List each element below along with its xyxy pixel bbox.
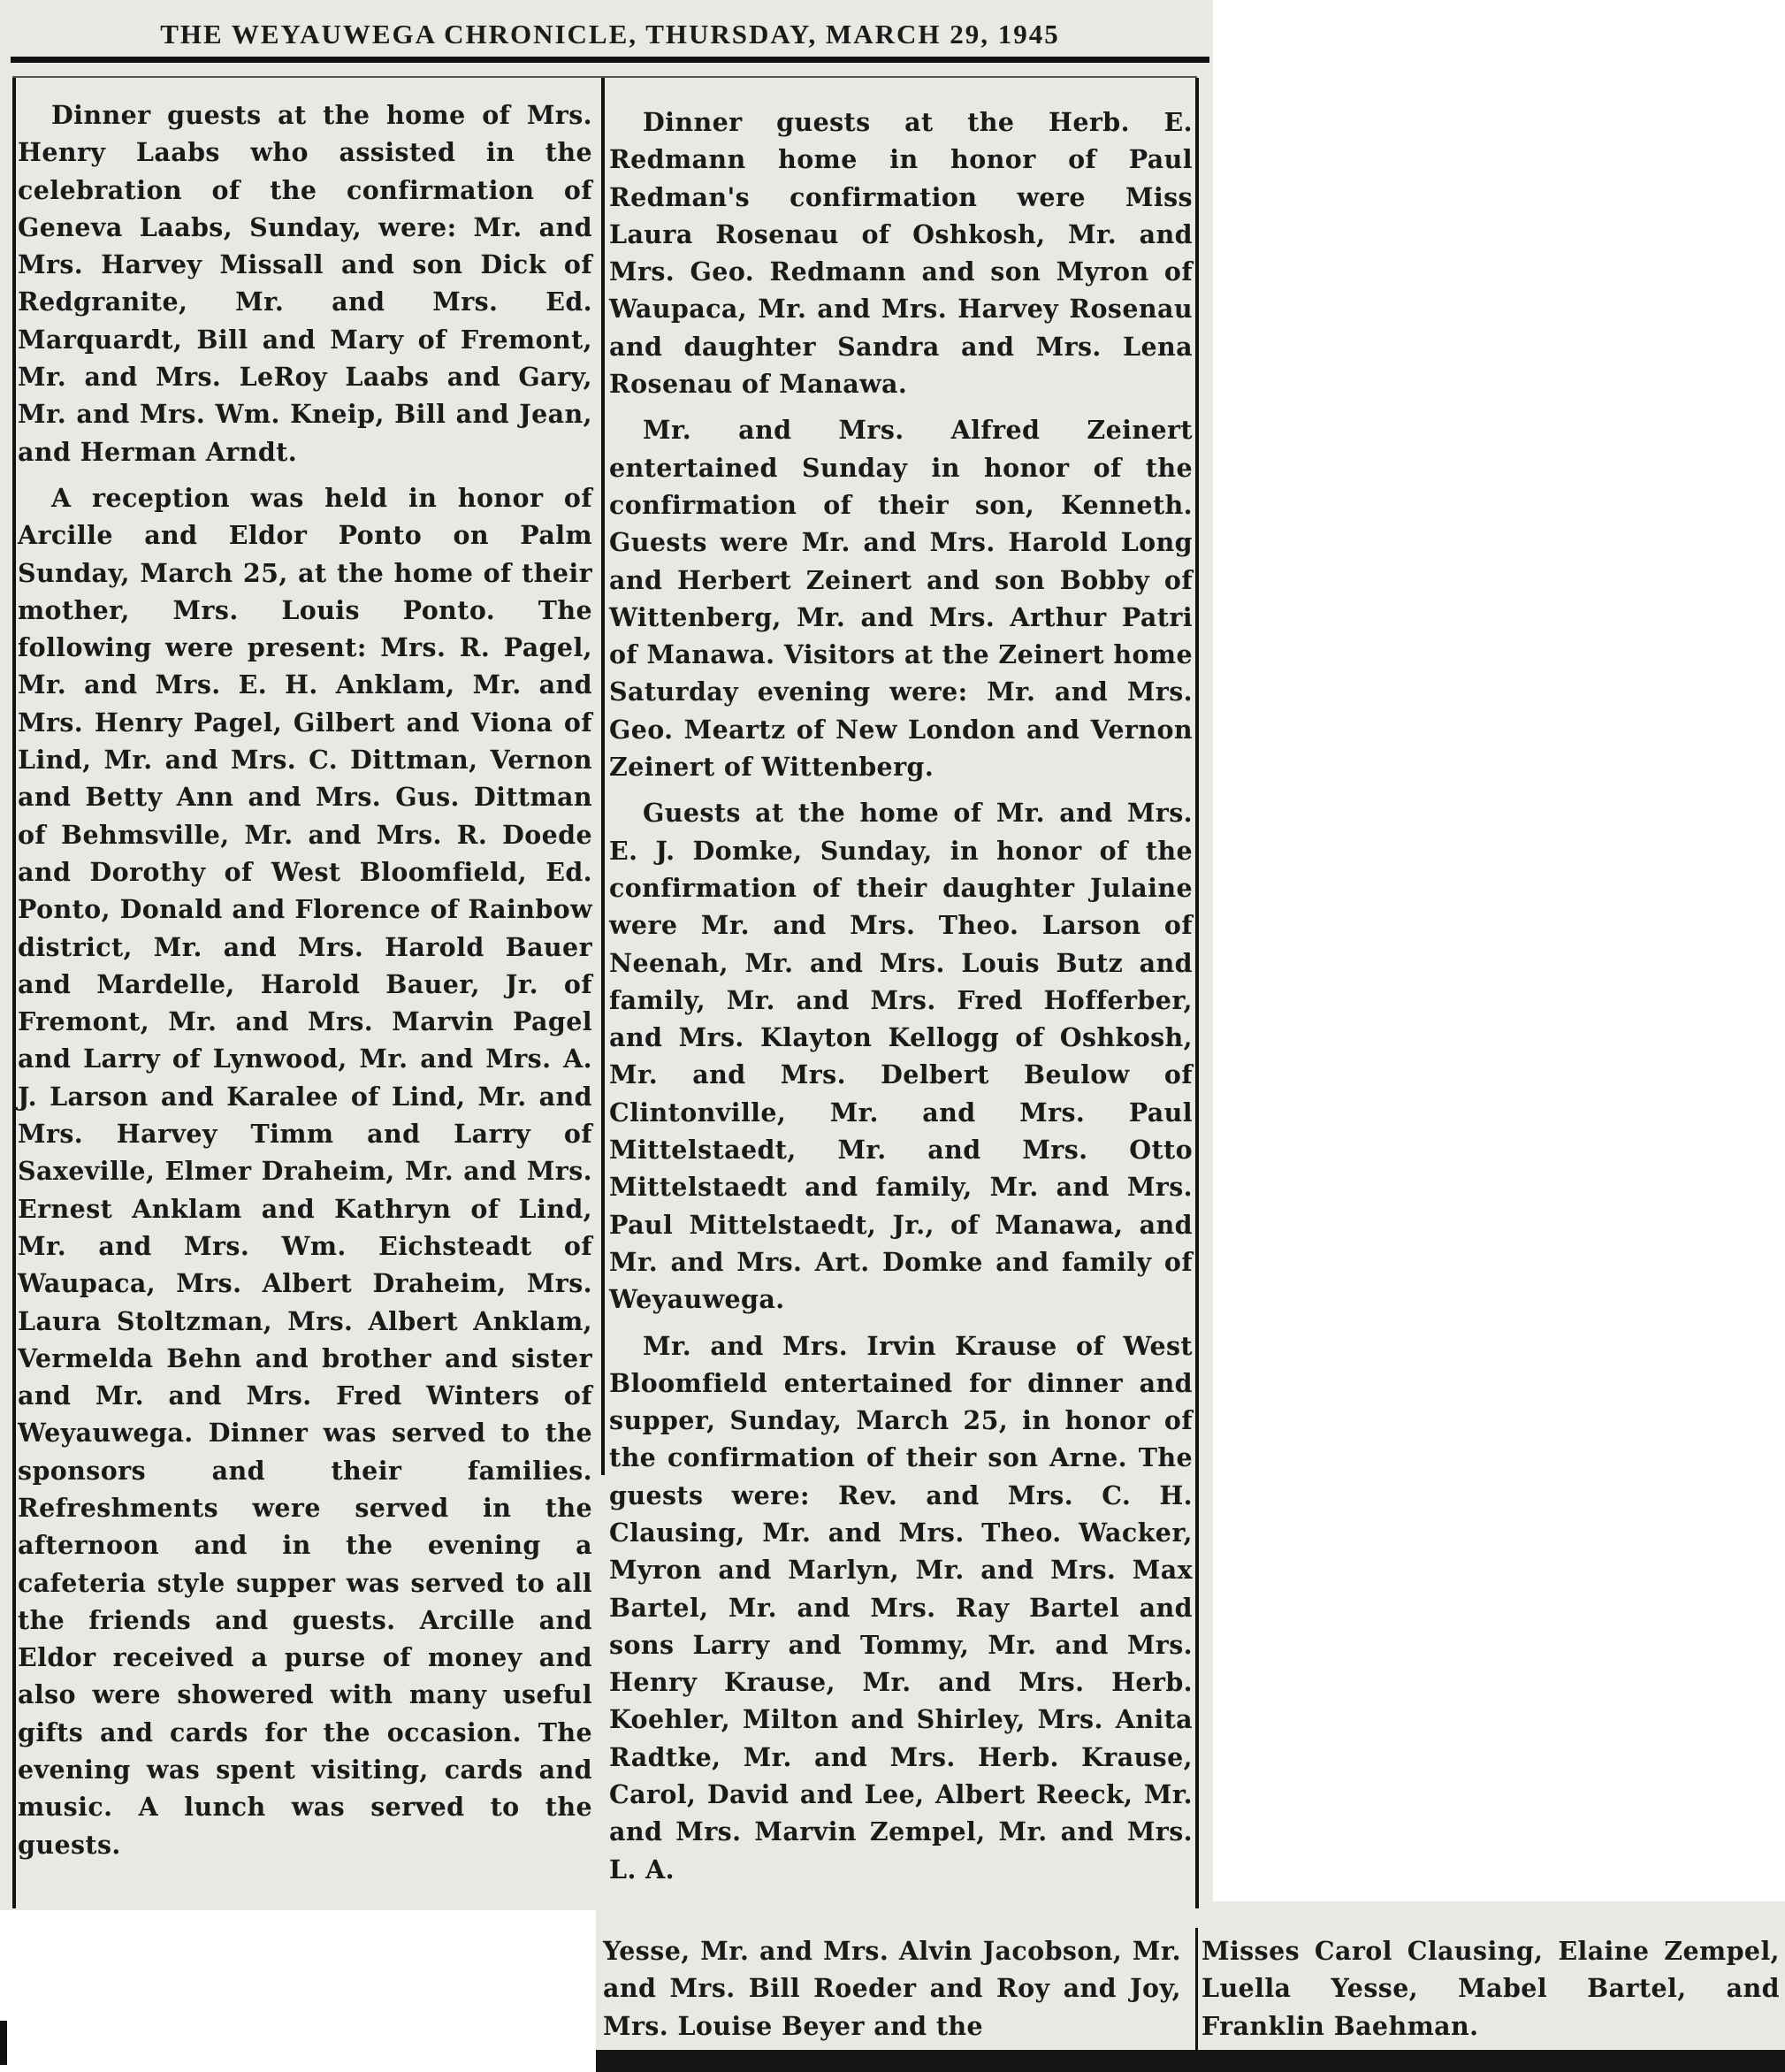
left-border-rule [12,78,16,1908]
article-paragraph: Misses Carol Clausing, Elaine Zempel, Luella Yesse, Mabel Bartel, and Franklin Baehman. [1201,1936,1780,2041]
masthead-rule [11,57,1209,63]
article-paragraph: Mr. and Mrs. Alfred Zeinert entertained Sunday in honor of the confirmation of their son, Kenneth. Guests were Mr. and Mrs. Harold Long and Herbert Zeinert and son Bobby of Wittenberg, Mr. and Mrs. Arthur Patri of Manawa. Visitors at the Zeinert home Saturday evening were: Mr. and Mrs. Geo. Meartz of New London and Vernon Zeinert of Wittenberg. [609,415,1193,783]
column-top-rule [12,76,1197,78]
article-paragraph: Guests at the home of Mr. and Mrs. E. J. Domke, Sunday, in honor of the confirmation of their daughter Julaine were Mr. and Mrs. Theo. Larson of Neenah, Mr. and Mrs. Louis Butz and family, Mr. and Mrs. Fred Hofferber, and Mrs. Klayton Kellogg of Oshkosh, Mr. and Mrs. Delbert Beulow of Clintonville, Mr. and Mrs. Paul Mittelstaedt, Mr. and Mrs. Otto Mittelstaedt and family, Mr. and Mrs. Paul Mittelstaedt, Jr., of Manawa, and Mr. and Mrs. Art. Domke and family of Weyauwega. [609,798,1193,1315]
continuation-column-2 [1201,1932,1780,2053]
article-paragraph: Dinner guests at the home of Mrs. Henry Laabs who assisted in the celebration of the confirmation of Geneva Laabs, Sunday, were: Mr. and Mrs. Harvey Missall and son Dick of Redgranite, Mr. and Mrs. Ed. Marquardt, Bill and Mary of Fremont, Mr. and Mrs. LeRoy Laabs and Gary, Mr. and Mrs. Wm. Kneip, Bill and Jean, and Herman Arndt. [18,100,592,467]
article-paragraph: Mr. and Mrs. Irvin Krause of West Bloomfield entertained for dinner and supper, Sunday, March 25, in honor of the confirmation of their son Arne. The guests were: Rev. and Mrs. C. H. Clausing, Mr. and Mrs. Theo. Wacker, Myron and Marlyn, Mr. and Mrs. Max Bartel, Mr. and Mrs. Ray Bartel and sons Larry and Tommy, Mr. and Mrs. Henry Krause, Mr. and Mrs. Herb. Koehler, Milton and Shirley, Mrs. Anita Radtke, Mr. and Mrs. Herb. Krause, Carol, David and Lee, Albert Reeck, Mr. and Mrs. Marvin Zempel, Mr. and Mrs. L. A. [609,1330,1193,1885]
newspaper-masthead: THE WEYAUWEGA CHRONICLE, THURSDAY, MARCH 29, 1945 [160,19,1060,50]
article-paragraph: A reception was held in honor of Arcille and Eldor Ponto on Palm Sunday, March 25, at the home of their mother, Mrs. Louis Ponto. The following were present: Mrs. R. Pagel, Mr. and Mrs. E. H. Anklam, Mr. and Mrs. Henry Pagel, Gilbert and Viona of Lind, Mr. and Mrs. C. Dittman, Vernon and Betty Ann and Mrs. Gus. Dittman of Behmsville, Mr. and Mrs. R. Doede and Dorothy of West Bloomfield, Ed. Ponto, Donald and Florence of Rainbow district, Mr. and Mrs. Harold Bauer and Mardelle, Harold Bauer, Jr. of Fremont, Mr. and Mrs. Marvin Pagel and Larry of Lynwood, Mr. and Mrs. A. J. Larson and Karalee of Lind, Mr. and Mrs. Harvey Timm and Larry of Saxeville, Elmer Draheim, Mr. and Mrs. Ernest Anklam and Kathryn of Lind, Mr. and Mrs. Wm. Eichsteadt of Waupaca, Mrs. Albert Draheim, Mrs. Laura Stoltzman, Mrs. Albert Anklam, Vermelda Behn and brother and sister and Mr. and Mrs. Fred Winters of Weyauwega. Dinner was served to the sponsors and their families. Refreshments were served in the afternoon and in the evening a cafeteria style supper was served to all the friends and guests. Arcille and Eldor received a purse of money and also were showered with many useful gifts and cards for the occasion. The evening was spent visiting, cards and music. A lunch was served to the guests. [18,482,592,1860]
column-divider [601,78,605,1475]
article-column-2 [609,103,1193,1897]
crop-mark [0,2021,7,2065]
continuation-column-1 [603,1932,1181,2053]
article-column-1 [18,96,592,1872]
article-paragraph: Yesse, Mr. and Mrs. Alvin Jacobson, Mr. and Mrs. Bill Roeder and Roy and Joy, Mrs. Louise Beyer and the [603,1936,1181,2041]
right-border-rule [1195,78,1199,1908]
continuation-divider [1195,1928,1198,2052]
article-paragraph: Dinner guests at the Herb. E. Redmann home in honor of Paul Redman's confirmation were Miss Laura Rosenau of Oshkosh, Mr. and Mrs. Geo. Redmann and son Myron of Waupaca, Mr. and Mrs. Harvey Rosenau and daughter Sandra and Mrs. Lena Rosenau of Manawa. [609,107,1193,400]
